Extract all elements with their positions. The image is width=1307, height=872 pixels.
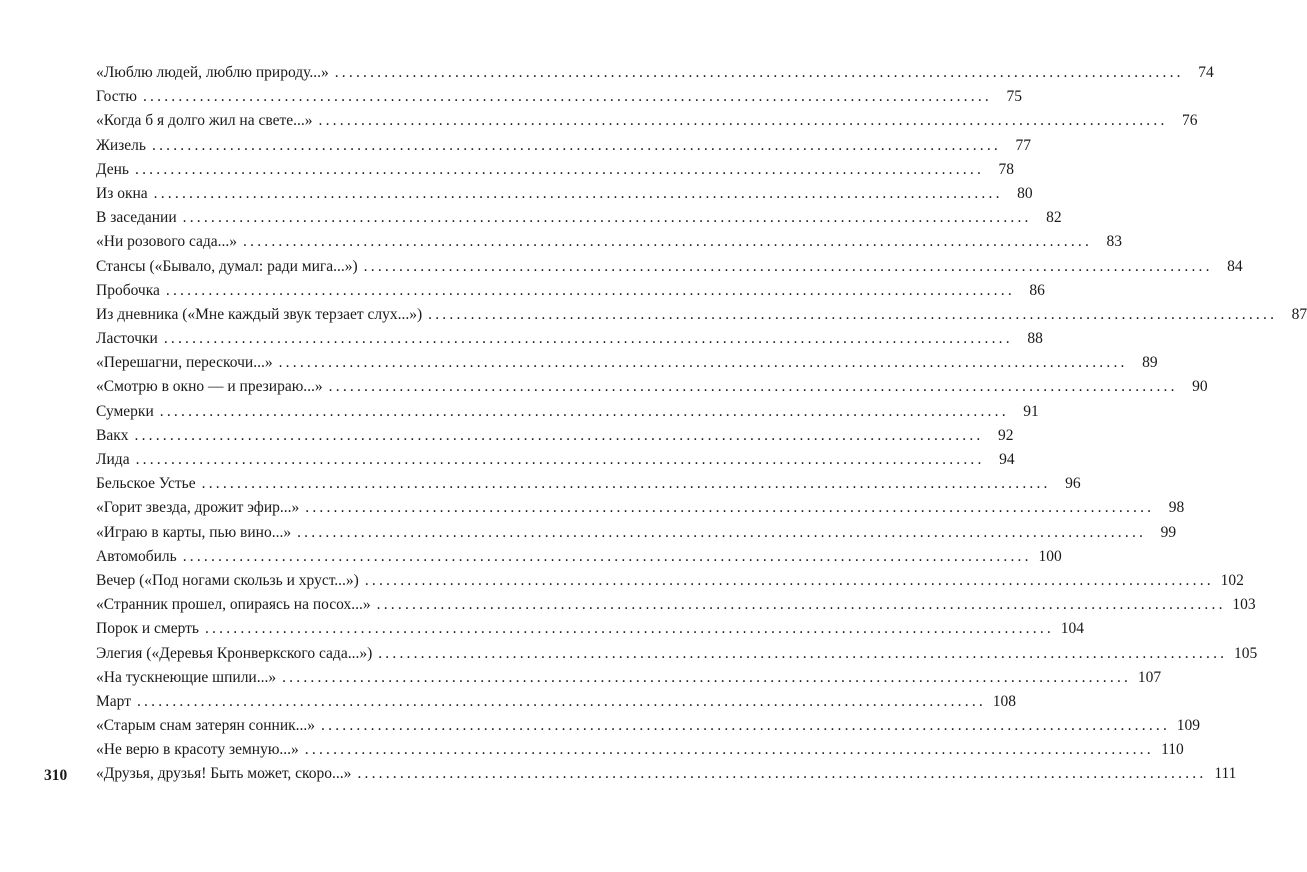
toc-entry-page: 96: [1065, 475, 1081, 493]
toc-entry-title: Автомобиль: [96, 547, 177, 565]
toc-entry: [96, 158, 1015, 182]
toc-entry-title: «Не верю в красоту земную...»: [96, 741, 299, 759]
dot-leader: ........................................................................................................................: [135, 451, 985, 468]
dot-leader: ........................................................................................................................: [363, 257, 1213, 275]
toc-entry: [96, 642, 1258, 666]
toc-entry-title: «На тускнеющие шпили...»: [96, 668, 277, 686]
toc-entry: [96, 351, 1158, 375]
toc-entry-title: Вечер («Под ногами скользь и хруст...»): [96, 571, 359, 589]
dot-leader: ........................................................................................................................: [428, 305, 1278, 323]
toc-entry-page: 91: [1023, 402, 1039, 420]
toc-entry-page: 103: [1232, 596, 1256, 614]
toc-entry-page: 82: [1046, 209, 1062, 227]
toc-entry: [96, 61, 1214, 85]
toc-entry: [96, 762, 1237, 786]
dot-leader: ........................................................................................................................: [182, 547, 1032, 565]
toc-entry-title: «Друзья, друзья! Быть может, скоро...»: [96, 765, 352, 783]
dot-leader: ........................................................................................................................: [376, 596, 1226, 614]
toc-entry: [96, 448, 1015, 472]
dot-leader: ........................................................................................................................: [278, 354, 1128, 372]
toc-entry-title: Ласточки: [96, 330, 158, 348]
toc-entry: [96, 327, 1043, 351]
toc-entry-page: 77: [1015, 136, 1031, 154]
dot-leader: ........................................................................................................................: [204, 620, 1054, 638]
toc-entry: [96, 472, 1081, 496]
toc-entry: [96, 400, 1039, 424]
toc-entry-page: 100: [1038, 547, 1062, 565]
toc-entry-title: Пробочка: [96, 281, 160, 299]
toc-entry-page: 94: [999, 451, 1015, 468]
toc-entry-page: 80: [1017, 184, 1033, 202]
dot-leader: ........................................................................................................................: [305, 499, 1155, 517]
toc-entry-title: Бельское Устье: [96, 475, 196, 493]
dot-leader: ........................................................................................................................: [165, 281, 1015, 299]
toc-entry: [96, 545, 1062, 569]
dot-leader: ........................................................................................................................: [318, 112, 1168, 130]
toc-entry: [96, 593, 1256, 617]
toc-entry-title: «Перешагни, перескочи...»: [96, 354, 273, 372]
toc-entry-page: 78: [998, 160, 1015, 178]
toc-entry-title: Элегия («Деревья Кронверкского сада...»): [96, 644, 373, 662]
dot-leader: ........................................................................................................................: [243, 233, 1093, 251]
toc-entry-page: 74: [1198, 64, 1214, 81]
toc-entry-title: «Смотрю в окно — и презираю...»: [96, 378, 323, 396]
dot-leader: ........................................................................................................................: [152, 136, 1001, 154]
table-of-contents: [96, 61, 1307, 787]
dot-leader: ........................................................................................................................: [142, 88, 992, 106]
toc-entry: [96, 303, 1307, 327]
toc-entry-page: 88: [1027, 330, 1043, 348]
toc-entry-title: «Ни розового сада...»: [96, 233, 238, 251]
toc-entry: [96, 375, 1208, 399]
dot-leader: ........................................................................................................................: [182, 209, 1032, 227]
toc-entry-page: 98: [1168, 499, 1185, 517]
toc-entry-title: В заседании: [96, 209, 177, 227]
toc-entry-title: «Когда б я долго жил на свете...»: [96, 112, 313, 130]
toc-entry-page: 110: [1161, 741, 1184, 759]
toc-entry: [96, 521, 1177, 545]
dot-leader: ........................................................................................................................: [134, 426, 984, 444]
toc-entry-title: Март: [96, 692, 131, 710]
toc-entry-page: 99: [1160, 523, 1177, 541]
dot-leader: ........................................................................................................................: [297, 523, 1147, 541]
toc-entry-title: Лида: [96, 451, 130, 468]
toc-entry: [96, 424, 1014, 448]
toc-entry-page: 83: [1106, 233, 1123, 251]
toc-entry: [96, 134, 1031, 158]
dot-leader: ........................................................................................................................: [334, 64, 1184, 81]
dot-leader: ........................................................................................................................: [163, 330, 1013, 348]
toc-entry-title: Жизель: [96, 136, 146, 154]
toc-entry-page: 92: [998, 426, 1014, 444]
toc-entry-title: «Люблю людей, люблю природу...»: [96, 64, 329, 81]
toc-entry: [96, 496, 1185, 520]
toc-entry-page: 89: [1142, 354, 1158, 372]
toc-entry: [96, 690, 1016, 714]
toc-entry-page: 111: [1214, 765, 1237, 783]
dot-leader: ........................................................................................................................: [321, 717, 1171, 735]
toc-entry-page: 107: [1137, 668, 1162, 686]
toc-entry: [96, 206, 1062, 230]
toc-entry-page: 76: [1182, 112, 1198, 130]
toc-entry: [96, 666, 1162, 690]
toc-entry-title: Из дневника («Мне каждый звук терзает слух...»): [96, 305, 423, 323]
dot-leader: ........................................................................................................................: [357, 765, 1207, 783]
toc-entry-page: 105: [1233, 644, 1258, 662]
toc-entry: [96, 182, 1033, 206]
toc-entry: [96, 255, 1243, 279]
toc-entry: [96, 279, 1045, 303]
toc-entry-title: Вакх: [96, 426, 129, 444]
toc-entry-title: «Играю в карты, пью вино...»: [96, 523, 292, 541]
toc-entry-title: Гостю: [96, 88, 137, 106]
toc-entry-title: Из окна: [96, 184, 148, 202]
page-number: 310: [44, 767, 68, 784]
dot-leader: ........................................................................................................................: [136, 692, 986, 710]
toc-entry-title: День: [96, 160, 130, 178]
toc-entry-title: Сумерки: [96, 402, 154, 420]
dot-leader: ........................................................................................................................: [378, 644, 1228, 662]
toc-entry-page: 109: [1176, 717, 1201, 735]
dot-leader: ........................................................................................................................: [201, 475, 1051, 493]
toc-entry-page: 86: [1029, 281, 1045, 299]
dot-leader: ........................................................................................................................: [159, 402, 1009, 420]
toc-entry-title: «Странник прошел, опираясь на посох...»: [96, 596, 371, 614]
dot-leader: ........................................................................................................................: [135, 160, 985, 178]
dot-leader: ........................................................................................................................: [364, 571, 1214, 589]
toc-entry: [96, 617, 1084, 641]
toc-entry-page: 75: [1006, 88, 1022, 106]
dot-leader: ........................................................................................................................: [282, 668, 1132, 686]
toc-entry-page: 108: [992, 692, 1016, 710]
toc-entry: [96, 85, 1022, 109]
toc-entry-page: 104: [1060, 620, 1084, 638]
toc-entry-page: 84: [1227, 257, 1243, 275]
toc-entry-title: Порок и смерть: [96, 620, 199, 638]
toc-entry-title: «Старым снам затерян сонник...»: [96, 717, 316, 735]
toc-entry-page: 102: [1220, 571, 1244, 589]
toc-entry-page: 87: [1291, 305, 1307, 323]
dot-leader: ........................................................................................................................: [153, 184, 1003, 202]
dot-leader: ........................................................................................................................: [304, 741, 1154, 759]
dot-leader: ........................................................................................................................: [328, 378, 1178, 396]
toc-entry: [96, 569, 1244, 593]
toc-entry-title: «Горит звезда, дрожит эфир...»: [96, 499, 300, 517]
toc-entry-title: Стансы («Бывало, думал: ради мига...»): [96, 257, 358, 275]
toc-entry: [96, 230, 1123, 254]
toc-entry-page: 90: [1192, 378, 1208, 396]
toc-entry: [96, 738, 1184, 762]
toc-entry: [96, 109, 1198, 133]
toc-entry: [96, 714, 1201, 738]
